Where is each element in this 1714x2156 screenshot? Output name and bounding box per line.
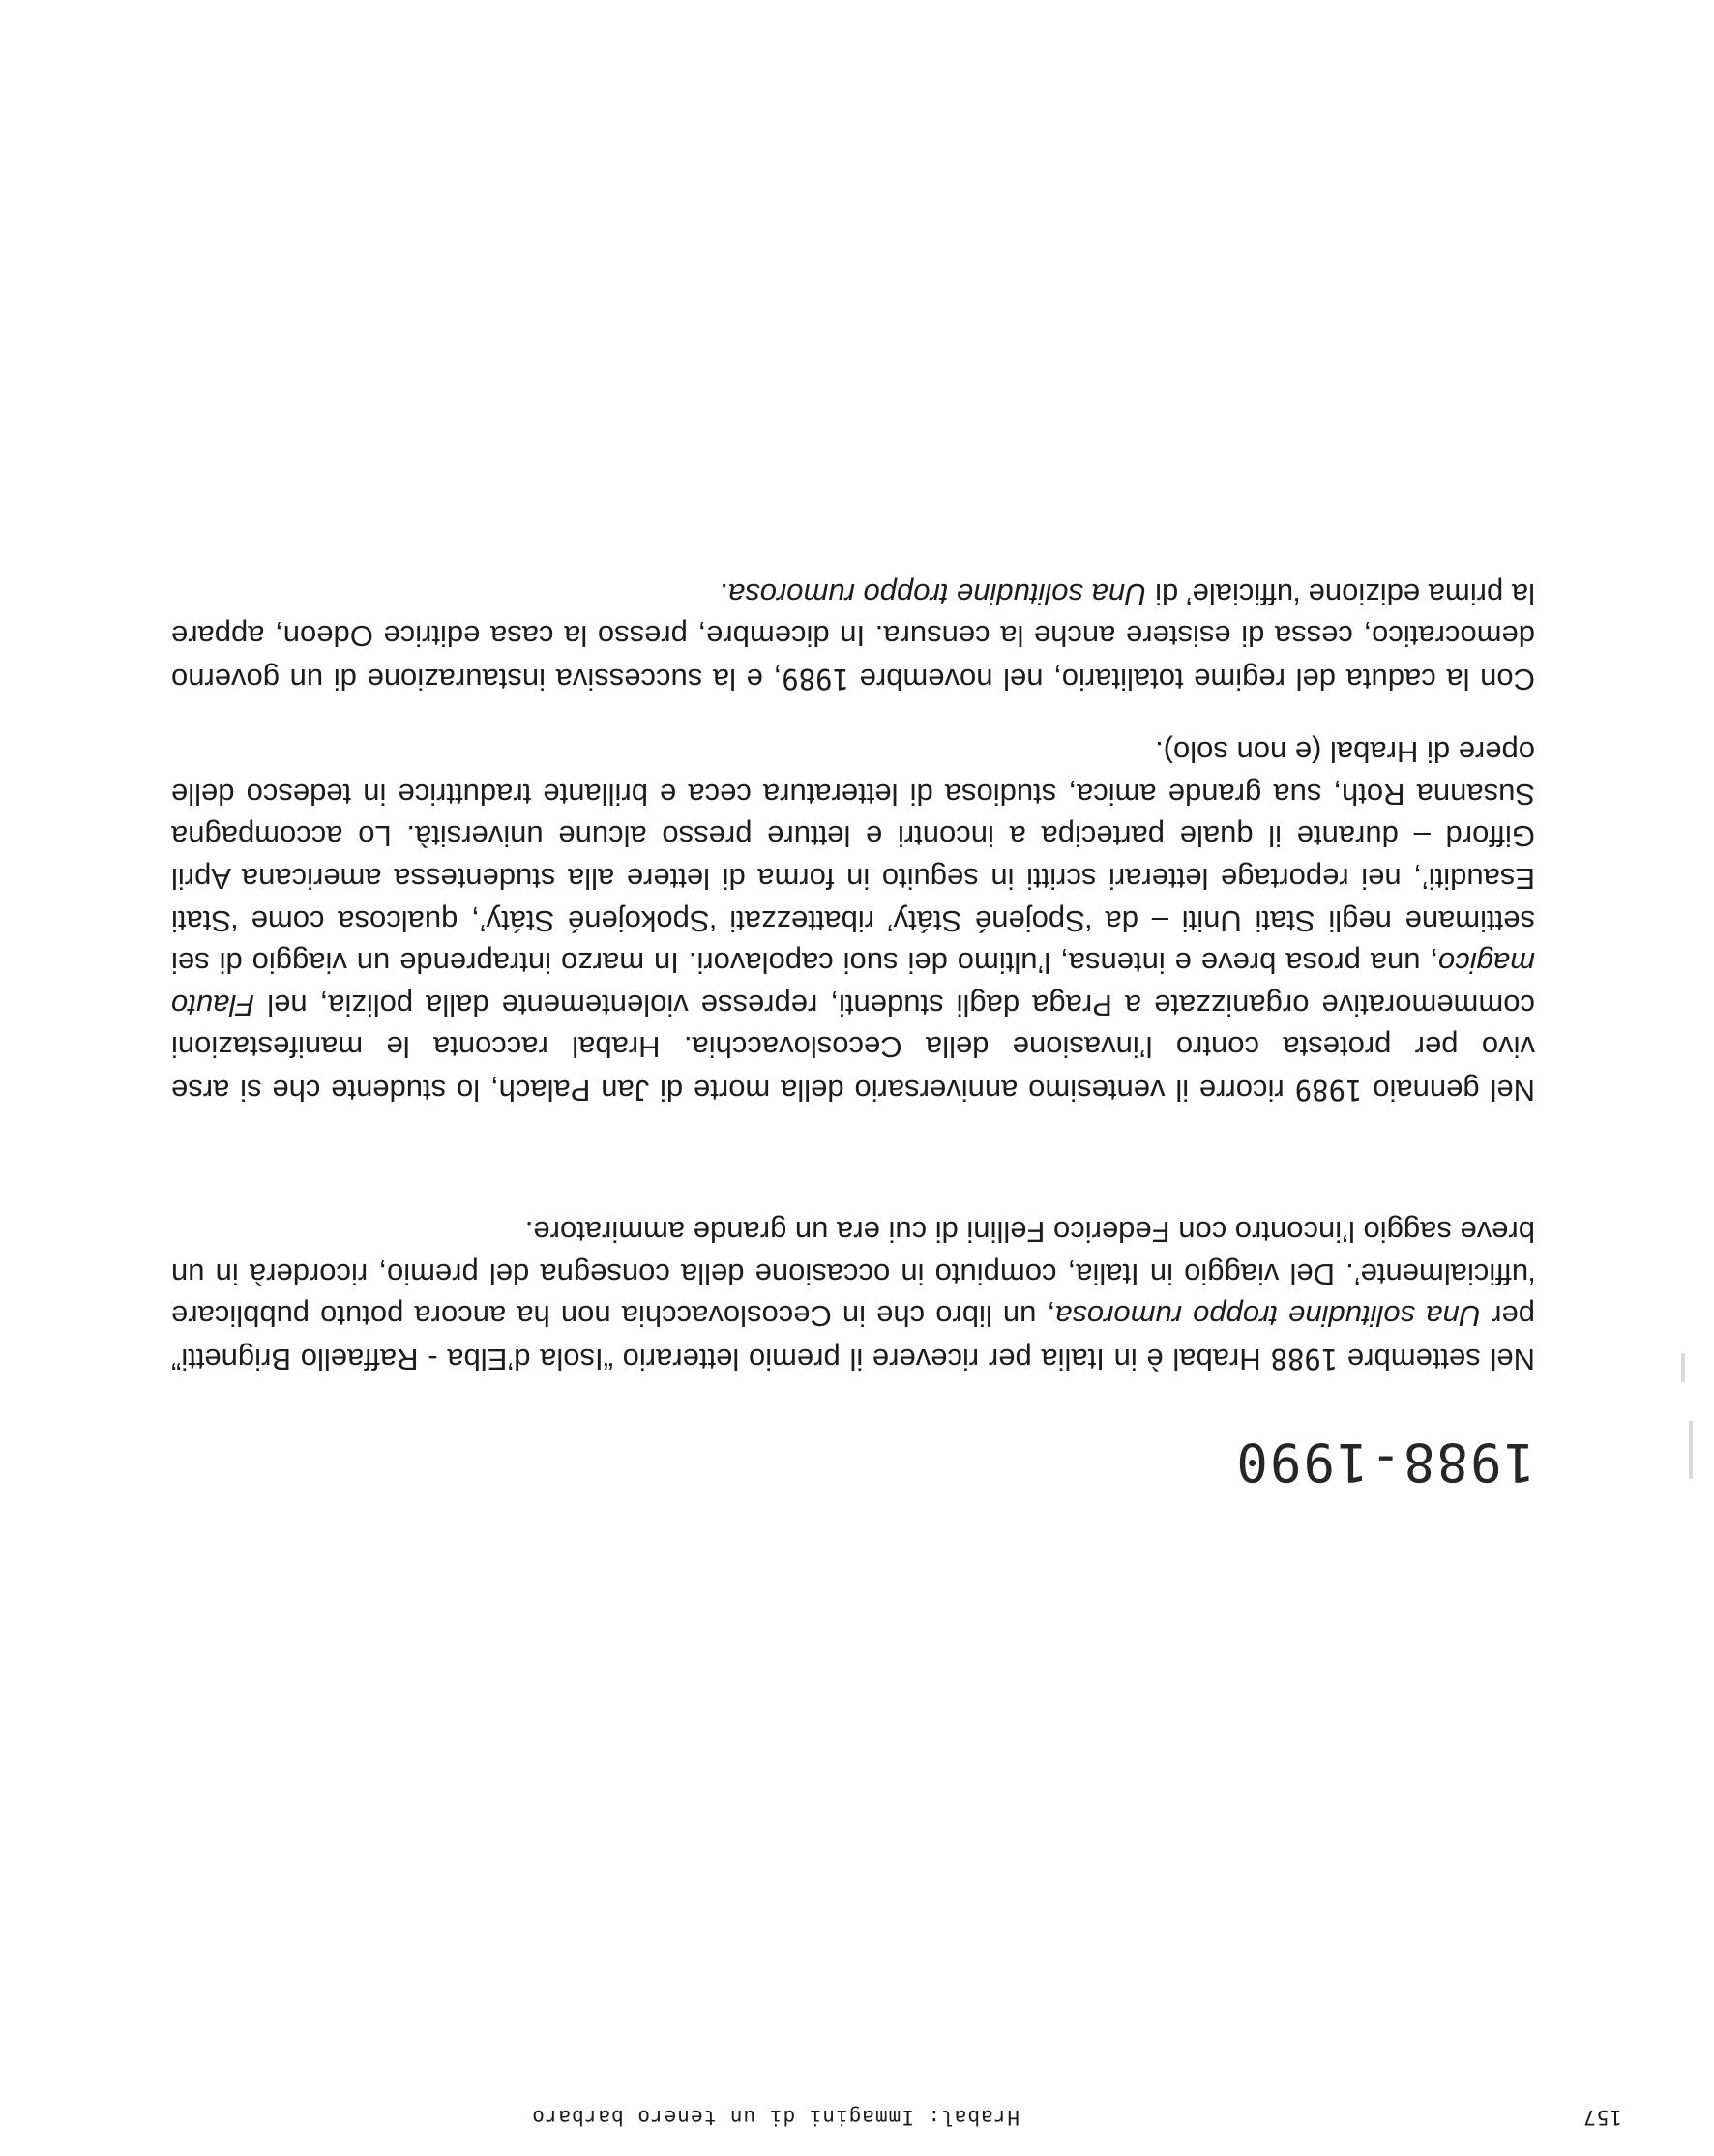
paragraph-1989-january [171,731,1535,1111]
running-header [0,2090,1714,2129]
paragraph-text: , e la successiva instaurazione di un governo democratico, cessa di esistere anche la censura. In dicembre, presso la casa editrice Odeon, appare la prima edizione ‘ufficiale’ di [171,576,1535,696]
paragraph-text: , un libro che in Cecoslovacchia non ha ancora potuto pubblicare ‘ufficialmente’. Del viaggio in Italia, compiuto in occasione della consegna del premio, ricorderà in un breve saggio l’incontro con Federico Fellini di cui era un grande ammiratore. [171,1215,1535,1334]
year-figure: 1988 [1270,1343,1339,1375]
paragraph-1988 [171,1211,1535,1380]
book-title: Una solitudine troppo rumorosa [727,576,1147,611]
book-title: Flauto magico [171,946,1535,1022]
year-figure: 1989 [1294,1074,1363,1107]
book-title: Una solitudine troppo rumorosa [1055,1299,1482,1334]
paragraph-text: Hrabal è in Italia per ricevere il premio letterario “Isola d’Elba - Raffaello Brignetti” per [171,1299,1535,1376]
scan-mark [1681,1353,1685,1382]
year-figure: 1989 [782,663,849,695]
paragraph-text: ricorre il ventesimo anniversario della morte di Jan Palach, lo studente che si arse vivo per protesta contro l’invasione della Cecoslovacchia. Hrabal racconta le manifestazioni commemorative organizzate a Praga dagli studenti, represse violentemente dalla polizia, nel [171,988,1535,1108]
paragraph-text: Con la caduta del regime totalitario, nel novembre [849,663,1535,696]
paragraph-1989-november [171,573,1535,700]
paragraph-text: . [720,576,728,611]
chapter-title: 1988-1990 [1234,1432,1535,1492]
page-number: 157 [1582,2106,1622,2129]
paragraph-text: Nel settembre [1338,1343,1535,1376]
scan-mark [1689,1421,1693,1479]
running-title: Hrabal: Immagini di un tenero barbaro [531,2106,1020,2129]
paragraph-text: Nel gennaio [1362,1074,1535,1108]
paragraph-text: , una prosa breve e intensa, l’ultimo dei suoi capolavori. In marzo intraprende un viaggio di sei settimane negli Stati Uniti – da ‘Spojené Státy’ ribattezzati ‘Spokojené Státy’, qualcosa come ‘Stati Esauditi’, nei reportage letterari scritti in seguito in forma di lettere alla studentessa americana April Gifford – durante il quale partecipa a incontri e letture presso alcune università. Lo accompagna Susanna Roth, sua grande amica, studiosa di letteratura ceca e brillante traduttrice in tedesco delle opere di Hrabal (e non solo). [171,735,1535,981]
